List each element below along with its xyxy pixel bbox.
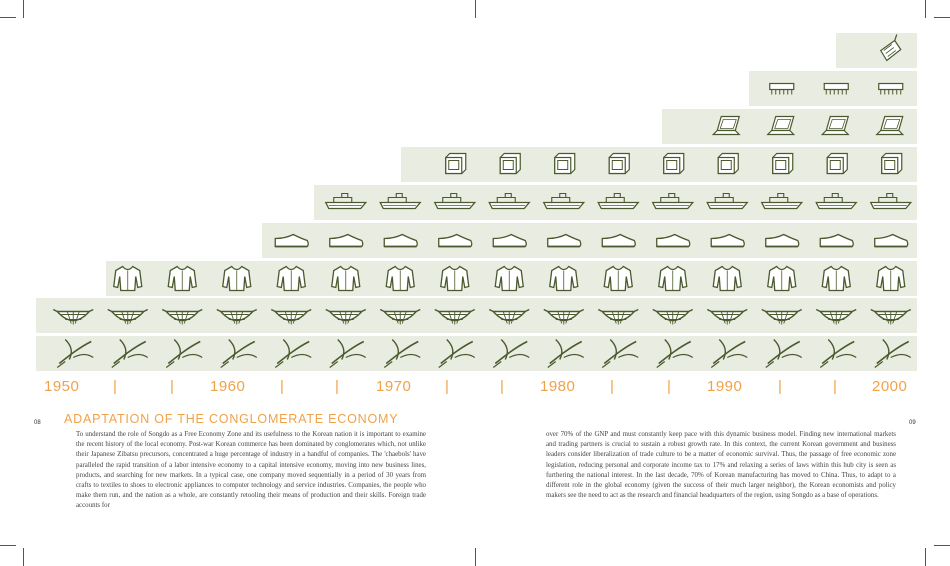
microwave-icon (718, 154, 738, 174)
microwave-icon (555, 154, 575, 174)
timeline-separator: | (170, 378, 175, 395)
microwave-icon (882, 154, 902, 174)
timeline-year: 2000 (872, 378, 908, 395)
crop-mark (23, 548, 24, 566)
microwave-icon (609, 154, 629, 174)
shirt-icon (877, 267, 905, 291)
shirt-icon (768, 267, 796, 291)
timeline-year: 1950 (44, 378, 80, 395)
article-title: ADAPTATION OF THE CONGLOMERATE ECONOMY (64, 412, 399, 426)
shirt-icon (332, 267, 360, 291)
shirt-icon (114, 267, 142, 291)
shirt-icon (713, 267, 741, 291)
timeline-separator: | (833, 378, 838, 395)
microwave-icon (500, 154, 520, 174)
shirt-icon (277, 267, 305, 291)
crop-mark (0, 545, 16, 546)
shirt-icon (659, 267, 687, 291)
article-right-column (546, 430, 896, 501)
timeline-separator: | (113, 378, 118, 395)
article-left-column (76, 430, 426, 512)
shirt-icon (495, 267, 523, 291)
timeline-year: 1980 (540, 378, 576, 395)
timeline-separator: | (280, 378, 285, 395)
timeline-separator: | (445, 378, 450, 395)
microwave-icon (446, 154, 466, 174)
microwave-icon (664, 154, 684, 174)
article-paragraph: To understand the role of Songdo as a Free Economy Zone and its usefulness to the Korean nation it is important to examine the recent history of the local economy. Post-war Korean commerce has been dominated by conglomerates which, not unlike their Japanese Zibatsu precursors, concentrated a huge percentage of industry in a handful of companies. The 'chaebols' have paralleled the rapid transition of a labor intensive economy to a capital intensive economy, moving into new business lines, products, and searching for new markets. In a typical case, one company moved sequentially in a period of 30 years from crafts to textiles to shoes to electronic appliances to computer technology and service industries. Companies, the people who make them run, and the nation as a whole, are constantly retooling their means of production and their skills. Foreign trade accounts for (76, 431, 426, 510)
shirt-icon (550, 267, 578, 291)
shirt-icon (168, 267, 196, 291)
timeline-separator: | (778, 378, 783, 395)
crop-mark (475, 548, 476, 566)
microwave-icon (773, 154, 793, 174)
timeline (0, 376, 950, 400)
article-paragraph: over 70% of the GNP and must constantly keep pace with this dynamic business model. Finding new international markets and trading partners is crucial to sustain a robust growth rate. In this context, the current Korean government and business leaders consider liberalization of trade culture to be a matter of economic survival. Thus, the passage of free economic zone legislation, reducing personal and corporate income tax to 17% and relaxing a series of laws within this hub city is seen as furthering the national interest. In the last decade, 70% of Korean manufacturing has moved to China. Thus, to adapt to a different role in the global economy (given the success of their much larger neighbor), the Korean economists and policy makers see the need to act as the research and financial headquarters of the region, using Songdo as a base of operations. (546, 431, 896, 500)
timeline-separator: | (500, 378, 505, 395)
shirt-icon (386, 267, 414, 291)
timeline-separator: | (335, 378, 340, 395)
page-number-left: 08 (34, 420, 41, 426)
industry-band (836, 33, 917, 68)
timeline-year: 1960 (210, 378, 246, 395)
microwave-icon (827, 154, 847, 174)
shirt-icon (223, 267, 251, 291)
shirt-icon (441, 267, 469, 291)
crop-mark (925, 548, 926, 566)
shirt-icon (822, 267, 850, 291)
timeline-year: 1990 (707, 378, 743, 395)
timeline-separator: | (667, 378, 672, 395)
timeline-separator: | (610, 378, 615, 395)
page-number-right: 09 (909, 420, 916, 426)
shirt-icon (604, 267, 632, 291)
crop-mark (934, 545, 950, 546)
timeline-year: 1970 (376, 378, 412, 395)
